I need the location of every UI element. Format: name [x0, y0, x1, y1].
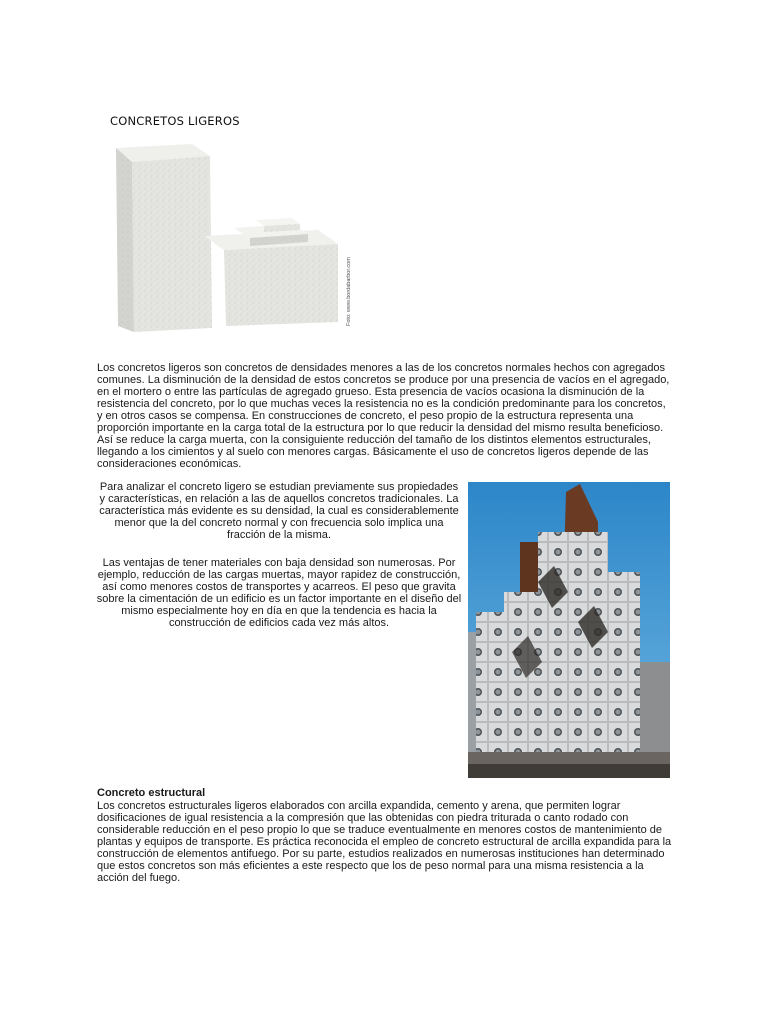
structural-paragraph: Los concretos estructurales ligeros elaborados con arcilla expandida, cemento y arena, que permiten lograr dosificaciones de igual resistencia a la compresión que las obtenidas con piedra triturada o canto rodado con considerable reducción en el peso propio lo que se traduce eventualmente en menores costos de mantenimiento de plantas y equipos de transporte. Es práctica reconocida el empleo de concreto estructural de arcilla expandida para la construcción de elementos antifuego. Por su parte, estudios realizados en numerosas instituciones han determinado que estos concretos son más eficientes a este respecto que los de peso normal para una misma resistencia a la acción del fuego. [97, 800, 672, 884]
page-title: CONCRETOS LIGEROS [110, 114, 240, 128]
intro-paragraph: Los concretos ligeros son concretos de densidades menores a las de los concretos normales hechos con agregados comunes. La disminución de la densidad de estos concretos se produce por una presencia de vacíos en el agregado, en el mortero o entre las partículas de agregado grueso. Esta presencia de vacíos ocasiona la disminución de la resistencia del concreto, por lo que muchas veces la resistencia no es la condición predominante para los concretos, y en otros casos se compensa. En construcciones de concreto, el peso propio de la estructura representa una proporción importante en la carga total de la estructura por lo que reducir la densidad del mismo resulta beneficioso. Así se reduce la carga muerta, con la consiguiente reducción del tamaño de los distintos elementos estructurales, llegando a los cimientos y al suelo con menores cargas. Básicamente el uso de concretos ligeros depende de las consideraciones económicas. [97, 362, 670, 470]
section-heading: Concreto estructural [97, 787, 206, 799]
advantages-paragraph: Las ventajas de tener materiales con baja densidad son numerosas. Por ejemplo, reducción de las cargas muertas, mayor rapidez de construcción, así como menores costos de transportes y acarreos. El peso que gravita sobre la cimentación de un edificio es un factor importante en el diseño del mismo especialmente hoy en día en que la tendencia es hacia la construcción de edificios cada vez más altos. [96, 557, 462, 629]
photo-credit: Foto: www.bordabarbor.com [346, 257, 352, 326]
properties-paragraph: Para analizar el concreto ligero se estudian previamente sus propiedades y características, en relación a las de aquellos concretos tradicionales. La característica más evidente es su densidad, la cual es considerablemente menor que la del concreto normal y con frecuencia solo implica una fracción de la misma. [99, 481, 459, 541]
capsule-tower-photo [468, 482, 670, 778]
concrete-blocks-photo [96, 140, 358, 340]
